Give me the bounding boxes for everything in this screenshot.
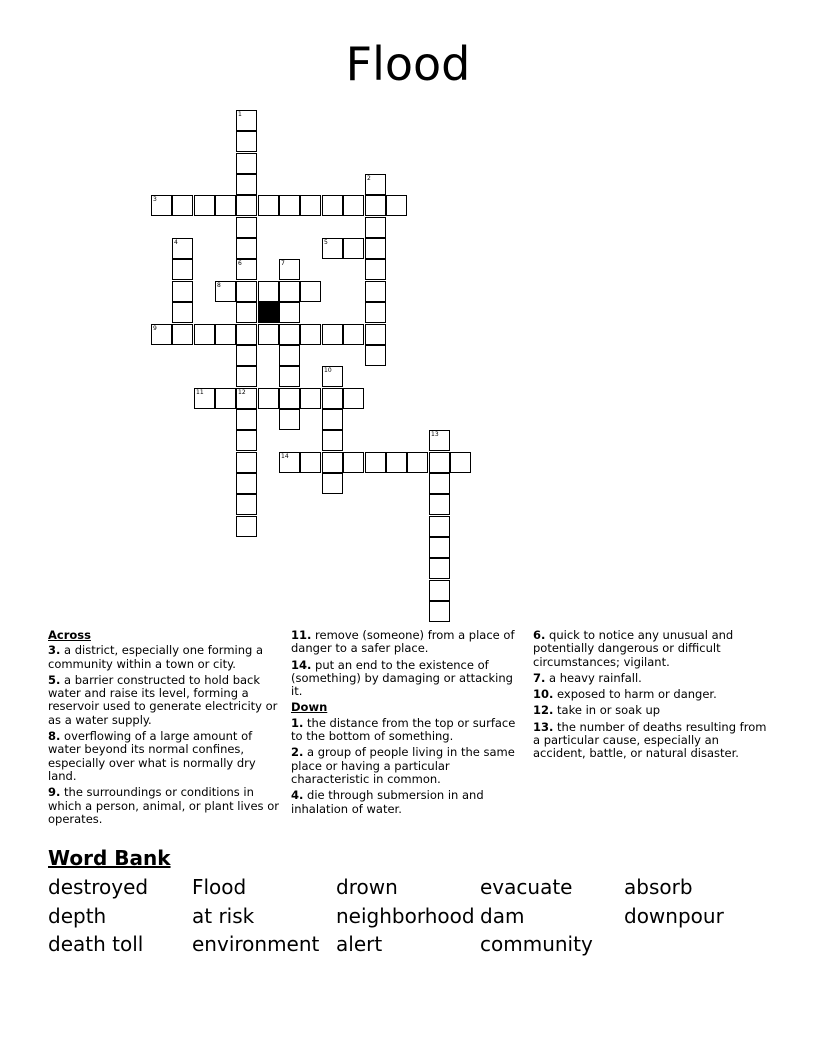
cell-number: 12 bbox=[238, 389, 246, 396]
grid-cell[interactable] bbox=[429, 494, 450, 515]
grid-cell[interactable] bbox=[365, 324, 386, 345]
grid-cell[interactable] bbox=[151, 324, 172, 345]
clue-text: the surroundings or conditions in which a person, animal, or plant lives or operates. bbox=[48, 785, 279, 826]
cell-number: 13 bbox=[431, 431, 439, 438]
clue-text: take in or soak up bbox=[557, 703, 661, 718]
grid-cell[interactable] bbox=[322, 388, 343, 409]
grid-cell[interactable] bbox=[279, 324, 300, 345]
grid-cell[interactable] bbox=[322, 238, 343, 259]
clue-number: 10. bbox=[533, 687, 554, 702]
clue-down-13 bbox=[533, 721, 769, 761]
grid-cell[interactable] bbox=[429, 580, 450, 601]
grid-cell[interactable] bbox=[258, 388, 279, 409]
word-bank-item: evacuate bbox=[480, 875, 573, 899]
grid-cell[interactable] bbox=[151, 195, 172, 216]
grid-cell[interactable] bbox=[429, 516, 450, 537]
clue-number: 14. bbox=[291, 657, 312, 672]
word-bank-item: downpour bbox=[624, 903, 724, 928]
clue-number: 6. bbox=[533, 628, 546, 642]
cell-number: 10 bbox=[324, 367, 332, 374]
grid-cell[interactable] bbox=[172, 259, 193, 280]
word-bank-item: death toll bbox=[48, 932, 144, 956]
grid-cell[interactable] bbox=[429, 537, 450, 558]
word-bank-item: community bbox=[480, 932, 593, 956]
grid-cell[interactable] bbox=[279, 281, 300, 302]
clue-text: the distance from the top or surface to the bottom of something. bbox=[291, 715, 516, 744]
clue-number: 5. bbox=[48, 672, 61, 687]
grid-cell[interactable] bbox=[322, 452, 343, 473]
down-heading: Down bbox=[291, 700, 328, 715]
word-bank-item: neighborhood bbox=[336, 903, 475, 928]
clue-text: put an end to the existence of (something) by damaging or attacking it. bbox=[291, 657, 513, 699]
cell-number: 2 bbox=[367, 175, 371, 182]
grid-cell[interactable] bbox=[279, 302, 300, 323]
grid-cell[interactable] bbox=[343, 388, 364, 409]
grid-cell[interactable] bbox=[172, 324, 193, 345]
grid-cell[interactable] bbox=[236, 430, 257, 451]
clue-column-1 bbox=[48, 629, 280, 829]
grid-cell[interactable] bbox=[322, 324, 343, 345]
grid-cell[interactable] bbox=[172, 302, 193, 323]
grid-cell[interactable] bbox=[279, 388, 300, 409]
grid-cell[interactable] bbox=[365, 217, 386, 238]
grid-cell[interactable] bbox=[407, 452, 428, 473]
grid-cell[interactable] bbox=[236, 238, 257, 259]
grid-cell[interactable] bbox=[194, 324, 215, 345]
clue-text: a group of people living in the same place or having a particular characteristic in common. bbox=[291, 745, 515, 786]
grid-cell[interactable] bbox=[450, 452, 471, 473]
grid-cell[interactable] bbox=[300, 388, 321, 409]
clue-column-3 bbox=[533, 629, 769, 764]
clue-across-14 bbox=[291, 659, 523, 699]
grid-cell[interactable] bbox=[258, 281, 279, 302]
clue-text: die through submersion in and inhalation of water. bbox=[291, 788, 484, 816]
grid-cell[interactable] bbox=[429, 473, 450, 494]
clue-across-11 bbox=[291, 629, 523, 656]
grid-cell[interactable] bbox=[236, 302, 257, 323]
grid-cell[interactable] bbox=[236, 473, 257, 494]
clue-down-6 bbox=[533, 629, 769, 669]
cell-number: 4 bbox=[174, 239, 178, 246]
grid-cell[interactable] bbox=[236, 366, 257, 387]
clue-number: 1. bbox=[291, 715, 304, 730]
grid-cell[interactable] bbox=[236, 110, 257, 131]
grid-cell[interactable] bbox=[322, 366, 343, 387]
word-bank-item: dam bbox=[480, 903, 525, 928]
grid-cell[interactable] bbox=[365, 174, 386, 195]
grid-cell[interactable] bbox=[300, 281, 321, 302]
clue-text: a district, especially one forming a community within a town or city. bbox=[48, 643, 264, 671]
grid-cell[interactable] bbox=[279, 452, 300, 473]
clue-text: exposed to harm or danger. bbox=[557, 687, 717, 702]
grid-cell[interactable] bbox=[429, 430, 450, 451]
grid-cell[interactable] bbox=[236, 324, 257, 345]
clue-text: a heavy rainfall. bbox=[549, 670, 642, 685]
clue-text: the number of deaths resulting from a particular cause, especially an accident, battle, or natural disaster. bbox=[533, 719, 767, 761]
clue-number: 13. bbox=[533, 719, 554, 734]
grid-cell[interactable] bbox=[236, 452, 257, 473]
clue-number: 11. bbox=[291, 628, 312, 642]
cell-number: 9 bbox=[153, 325, 157, 332]
grid-cell[interactable] bbox=[172, 238, 193, 259]
grid-cell[interactable] bbox=[429, 558, 450, 579]
grid-cell[interactable] bbox=[300, 324, 321, 345]
word-bank-item: environment bbox=[192, 932, 320, 956]
grid-cell[interactable] bbox=[343, 238, 364, 259]
grid-cell[interactable] bbox=[236, 259, 257, 280]
clue-across-8 bbox=[48, 730, 280, 783]
grid-cell[interactable] bbox=[236, 516, 257, 537]
clue-text: quick to notice any unusual and potentially dangerous or difficult circumstances; vigilant. bbox=[533, 628, 734, 669]
grid-cell[interactable] bbox=[194, 195, 215, 216]
grid-cell[interactable] bbox=[236, 217, 257, 238]
word-bank-title: Word Bank bbox=[48, 846, 171, 870]
grid-cell[interactable] bbox=[365, 195, 386, 216]
grid-cell[interactable] bbox=[172, 281, 193, 302]
clue-across-5 bbox=[48, 674, 280, 727]
cell-number: 3 bbox=[153, 196, 157, 203]
grid-cell[interactable] bbox=[236, 388, 257, 409]
clue-number: 12. bbox=[533, 703, 554, 718]
word-bank-item: depth bbox=[48, 903, 107, 928]
grid-cell[interactable] bbox=[215, 324, 236, 345]
grid-cell[interactable] bbox=[386, 195, 407, 216]
word-bank bbox=[48, 873, 768, 959]
grid-cell[interactable] bbox=[365, 452, 386, 473]
word-bank-item: at risk bbox=[192, 903, 255, 928]
clue-down-10 bbox=[533, 688, 769, 701]
grid-cell[interactable] bbox=[236, 195, 257, 216]
grid-cell[interactable] bbox=[322, 195, 343, 216]
grid-cell[interactable] bbox=[365, 238, 386, 259]
across-heading: Across bbox=[48, 628, 91, 642]
grid-cell[interactable] bbox=[194, 388, 215, 409]
clue-down-4 bbox=[291, 789, 523, 816]
grid-cell[interactable] bbox=[215, 281, 236, 302]
cell-number: 14 bbox=[281, 453, 289, 460]
cell-number: 8 bbox=[217, 282, 221, 289]
grid-cell[interactable] bbox=[300, 452, 321, 473]
grid-cell[interactable] bbox=[236, 174, 257, 195]
grid-cell[interactable] bbox=[365, 281, 386, 302]
grid-cell[interactable] bbox=[279, 366, 300, 387]
grid-cell[interactable] bbox=[386, 452, 407, 473]
word-bank-item: absorb bbox=[624, 875, 693, 899]
grid-cell[interactable] bbox=[258, 324, 279, 345]
grid-cell[interactable] bbox=[343, 195, 364, 216]
cell-number: 7 bbox=[281, 260, 285, 267]
clue-down-12 bbox=[533, 704, 769, 717]
grid-cell[interactable] bbox=[236, 153, 257, 174]
clue-number: 4. bbox=[291, 788, 304, 803]
cell-number: 5 bbox=[324, 239, 328, 246]
grid-cell[interactable] bbox=[343, 324, 364, 345]
grid-cell[interactable] bbox=[215, 195, 236, 216]
clue-column-2 bbox=[291, 629, 523, 819]
clue-across-9 bbox=[48, 786, 280, 826]
clue-down-7 bbox=[533, 672, 769, 685]
grid-cell[interactable] bbox=[236, 409, 257, 430]
grid-cell[interactable] bbox=[279, 409, 300, 430]
word-bank-item: drown bbox=[336, 875, 398, 899]
grid-cell[interactable] bbox=[365, 345, 386, 366]
cell-number: 1 bbox=[238, 111, 242, 118]
grid-cell[interactable] bbox=[215, 388, 236, 409]
grid-cell[interactable] bbox=[236, 345, 257, 366]
word-bank-item: destroyed bbox=[48, 875, 149, 899]
grid-cell[interactable] bbox=[429, 601, 450, 622]
clue-text: a barrier constructed to hold back water and raise its level, forming a reservoir used to generate electricity or as a water supply. bbox=[48, 672, 278, 727]
clue-number: 3. bbox=[48, 643, 61, 658]
clue-number: 2. bbox=[291, 745, 304, 760]
word-bank-item: alert bbox=[336, 932, 383, 956]
clue-down-2 bbox=[291, 746, 523, 786]
grid-cell[interactable] bbox=[365, 259, 386, 280]
grid-cell[interactable] bbox=[236, 494, 257, 515]
clue-number: 8. bbox=[48, 729, 61, 744]
puzzle-title: Flood bbox=[345, 37, 471, 91]
cell-number: 6 bbox=[238, 260, 242, 267]
clue-text: remove (someone) from a place of danger to a safer place. bbox=[291, 628, 515, 656]
grid-cell[interactable] bbox=[365, 302, 386, 323]
grid-cell[interactable] bbox=[322, 430, 343, 451]
clue-down-1 bbox=[291, 717, 523, 744]
clue-across-3 bbox=[48, 644, 280, 671]
grid-cell[interactable] bbox=[258, 195, 279, 216]
grid-cell[interactable] bbox=[236, 131, 257, 152]
grid-cell[interactable] bbox=[279, 195, 300, 216]
cell-number: 11 bbox=[196, 389, 204, 396]
grid-cell[interactable] bbox=[236, 281, 257, 302]
grid-cell[interactable] bbox=[279, 259, 300, 280]
word-bank-item: Flood bbox=[192, 875, 247, 899]
grid-cell[interactable] bbox=[279, 345, 300, 366]
grid-cell[interactable] bbox=[172, 195, 193, 216]
clue-number: 9. bbox=[48, 785, 61, 800]
blocked-cell bbox=[258, 302, 279, 323]
grid-cell[interactable] bbox=[429, 452, 450, 473]
clue-number: 7. bbox=[533, 670, 546, 685]
grid-cell[interactable] bbox=[322, 473, 343, 494]
clue-text: overflowing of a large amount of water beyond its normal confines, especially over what is normally dry land. bbox=[48, 729, 256, 783]
grid-cell[interactable] bbox=[322, 409, 343, 430]
grid-cell[interactable] bbox=[300, 195, 321, 216]
grid-cell[interactable] bbox=[343, 452, 364, 473]
